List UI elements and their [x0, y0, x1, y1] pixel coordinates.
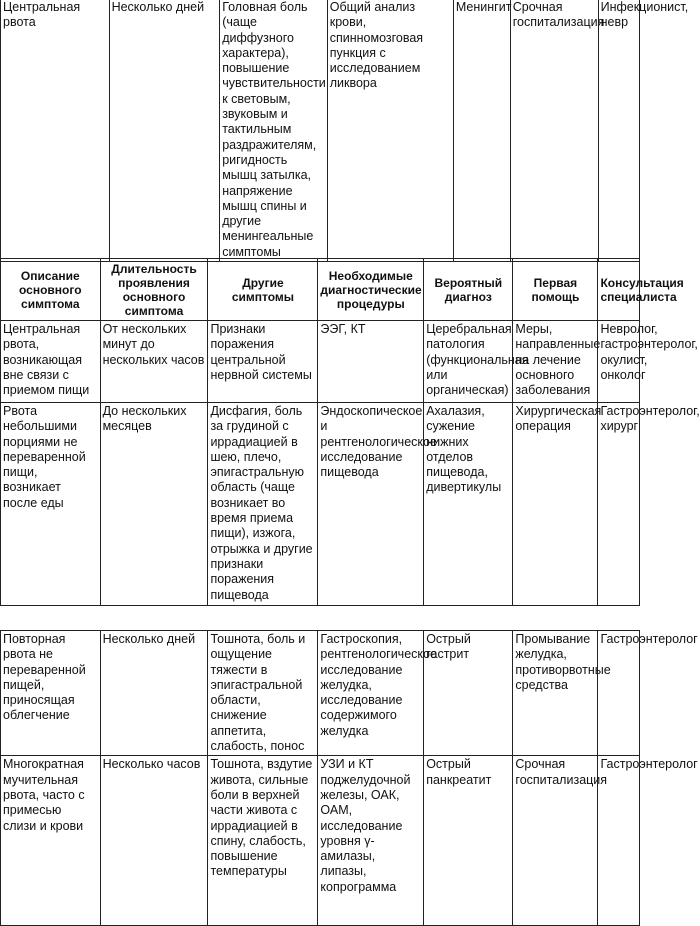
table-row [1, 321, 640, 403]
table-cell: Признаки поражения центральной нервной системы [208, 321, 318, 403]
table-cell: Несколько часов [100, 756, 208, 926]
table-row [1, 403, 640, 606]
column-header: Вероятный диагноз [424, 259, 513, 321]
table-cell: Рвота небольшими порциями не переваренной пищи, возникает после еды [1, 403, 101, 606]
table-cell: Срочная госпитализация [513, 756, 598, 926]
table-cell: Инфекционист, невр [598, 0, 639, 262]
table-fragment-top [0, 0, 689, 262]
column-header: Описание основного симптома [1, 259, 101, 321]
table-cell: Невролог, гастроэнтеролог, окулист, онколог [598, 321, 640, 403]
table-cell: Гастроэнтеролог [598, 756, 640, 926]
table-cell: Головная боль (чаще диффузного характера), повышение чувствительности к световым, звуковым и тактильным раздражителям, ригидность мышц затылка, напряжение мышц спины и другие менингеальные симптомы [220, 0, 328, 262]
column-header: Консультация специалиста [598, 259, 640, 321]
table-cell: До нескольких месяцев [100, 403, 208, 606]
table-cell: Общий анализ крови, спинномозговая пункция с исследованием ликвора [327, 0, 453, 262]
table-row [1, 0, 640, 262]
symptom-table-bottom [0, 630, 698, 926]
table-cell: Повторная рвота не переваренной пищей, приносящая облегчение [1, 631, 101, 756]
table-cell: Острый панкреатит [424, 756, 513, 926]
table-cell: Дисфагия, боль за грудиной с иррадиацией в шею, плечо, эпигастральную область (чаще возникает во время приема пищи), изжога, отрыжка и другие признаки поражения пищевода [208, 403, 318, 606]
column-header: Другие симптомы [208, 259, 318, 321]
table-header-row [1, 259, 640, 321]
table-cell: Центральная рвота [1, 0, 110, 262]
table-cell: Центральная рвота, возникающая вне связи с приемом пищи [1, 321, 101, 403]
table-cell: ЭЭГ, КТ [318, 321, 424, 403]
table-cell: Меры, направленные на лечение основного заболевания [513, 321, 598, 403]
table-cell: Тошнота, вздутие живота, сильные боли в верхней части живота с иррадиацией в спину, слабость, повышение температуры [208, 756, 318, 926]
table-cell: Церебральная патология (функциональная или органическая) [424, 321, 513, 403]
table-cell: Гастроскопия, рентгенологическое исследование желудка, исследование содержимого желудка [318, 631, 424, 756]
table-cell: Эндоскопическое и рентгенологическое исследование пищевода [318, 403, 424, 606]
column-header: Длительность проявления основного симптома [100, 259, 208, 321]
table-cell: Несколько дней [109, 0, 220, 262]
table-cell: Хирургическая операция [513, 403, 598, 606]
table-cell: Тошнота, боль и ощущение тяжести в эпигастральной области, снижение аппетита, слабость, понос [208, 631, 318, 756]
table-cell: От нескольких минут до нескольких часов [100, 321, 208, 403]
table-cell: УЗИ и КТ поджелудочной железы, ОАК, ОАМ, исследование уровня γ-амилазы, липазы, копрограмма [318, 756, 424, 926]
table-cell: Менингит [453, 0, 510, 262]
table-row [1, 756, 640, 926]
symptom-table-middle [0, 258, 700, 606]
table-cell: Гастроэнтеролог [598, 631, 640, 756]
column-header: Необходимые диагностические процедуры [318, 259, 424, 321]
table-row [1, 631, 640, 756]
table-cell: Несколько дней [100, 631, 208, 756]
table-cell: Гастроэнтеролог, хирург [598, 403, 640, 606]
table-cell: Промывание желудка, противорвотные средства [513, 631, 598, 756]
table-cell: Многократная мучительная рвота, часто с примесью слизи и крови [1, 756, 101, 926]
column-header: Первая помощь [513, 259, 598, 321]
table-cell: Ахалазия, сужение нижних отделов пищевода, дивертикулы [424, 403, 513, 606]
table-cell: Срочная госпитализация [510, 0, 598, 262]
table-cell: Острый гастрит [424, 631, 513, 756]
